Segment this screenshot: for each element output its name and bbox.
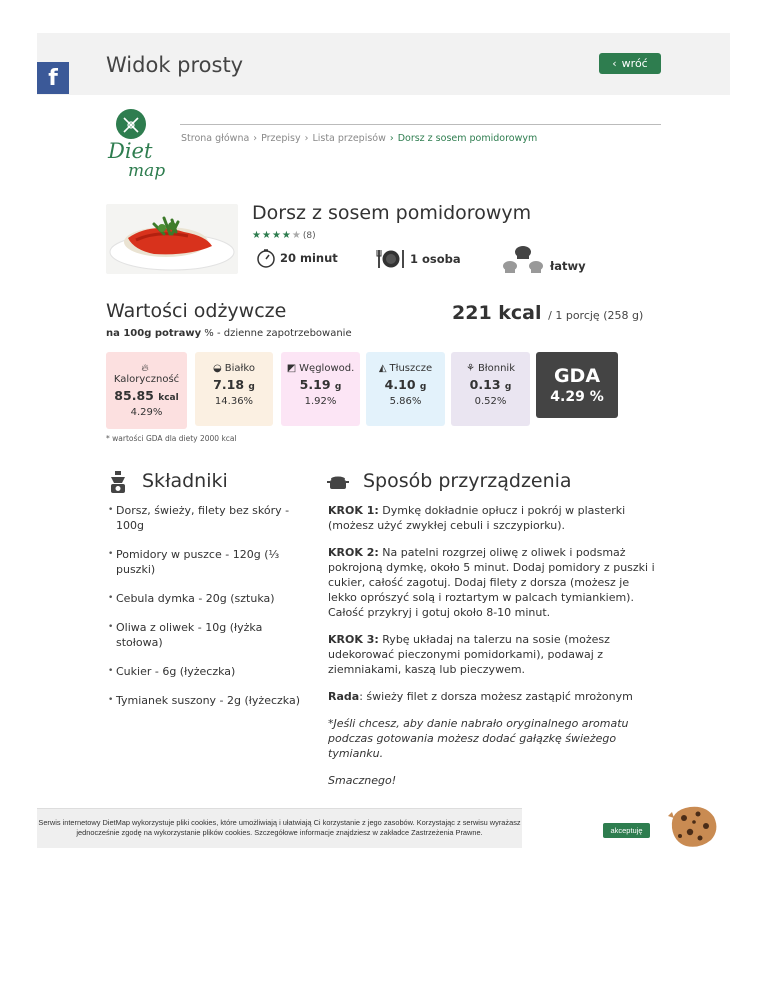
tile-value: 85.85 bbox=[114, 388, 154, 403]
star-empty-icon: ★ bbox=[291, 230, 301, 241]
tile-value: 4.10 bbox=[384, 377, 416, 392]
wheat-icon: ⚘ bbox=[465, 363, 475, 374]
total-kcal-value: 221 kcal bbox=[452, 302, 542, 324]
chef-hats-icon bbox=[500, 244, 546, 276]
star-filled-icon: ★ bbox=[271, 230, 281, 241]
gda-note: * wartości GDA dla diety 2000 kcal bbox=[106, 434, 237, 443]
ingredient-list bbox=[108, 503, 308, 722]
flame-icon: 🔥︎ bbox=[141, 363, 149, 374]
tile-protein bbox=[195, 352, 273, 426]
sugar-cube-icon: ◩ bbox=[286, 363, 297, 374]
gda-unit: % bbox=[589, 389, 604, 405]
per-100g-label: na 100g potrawy bbox=[106, 328, 202, 339]
star-filled-icon: ★ bbox=[261, 230, 271, 241]
tile-value: 5.19 bbox=[299, 377, 331, 392]
page-title: Widok prosty bbox=[106, 53, 244, 77]
logo-text-diet: Diet bbox=[108, 139, 153, 163]
breadcrumb-separator-icon: › bbox=[304, 133, 309, 144]
step-2 bbox=[328, 545, 660, 620]
total-kcal bbox=[452, 302, 643, 324]
breadcrumb-recipe-list[interactable]: Lista przepisów bbox=[312, 133, 386, 144]
tile-label: Kaloryczność bbox=[113, 374, 180, 385]
ingredient-item: • Cukier - 6g (łyżeczka) bbox=[108, 664, 308, 679]
ingredient-item: • Cebula dymka - 20g (sztuka) bbox=[108, 591, 308, 606]
daily-need-label: % - dzienne zapotrzebowanie bbox=[201, 328, 352, 339]
ingredient-item: • Oliwa z oliwek - 10g (łyżka stołowa) bbox=[108, 620, 308, 650]
breadcrumb-separator-icon: › bbox=[389, 133, 394, 144]
top-bar bbox=[37, 33, 730, 95]
nutrition-title: Wartości odżywcze bbox=[106, 300, 287, 322]
tip-text: : świeży filet z dorsza możesz zastąpić mrożonym bbox=[359, 690, 633, 703]
dish-photo bbox=[106, 204, 238, 274]
rating[interactable] bbox=[252, 230, 316, 241]
bowl-icon: ◒ bbox=[213, 363, 222, 374]
back-button[interactable] bbox=[599, 53, 661, 74]
back-button-label: wróć bbox=[621, 57, 648, 70]
nutrition-subtitle bbox=[106, 328, 352, 339]
breadcrumb-home[interactable]: Strona główna bbox=[181, 133, 250, 144]
chevron-left-icon: ‹ bbox=[612, 57, 617, 70]
difficulty-value: łatwy bbox=[550, 259, 586, 273]
tip bbox=[328, 689, 660, 704]
breadcrumb-current: Dorsz z sosem pomidorowym bbox=[397, 133, 538, 144]
tile-label: Tłuszcze bbox=[389, 363, 433, 374]
ingredient-item: • Tymianek suszony - 2g (łyżeczka) bbox=[108, 693, 308, 708]
difficulty bbox=[500, 244, 586, 276]
facebook-icon[interactable]: f bbox=[37, 62, 69, 94]
tile-gda bbox=[536, 352, 618, 418]
tile-value: 7.18 bbox=[213, 377, 245, 392]
tile-unit: g bbox=[419, 382, 427, 392]
tile-value: 0.13 bbox=[469, 377, 501, 392]
servings-value: 1 osoba bbox=[410, 252, 461, 266]
header-divider bbox=[180, 124, 661, 125]
tile-percent: 5.86% bbox=[389, 396, 422, 407]
tip-label: Rada bbox=[328, 690, 360, 703]
ingredient-item: • Dorsz, świeży, filety bez skóry - 100g bbox=[108, 503, 308, 533]
pot-icon bbox=[327, 474, 349, 490]
gda-label: GDA bbox=[553, 365, 601, 387]
star-filled-icon: ★ bbox=[252, 230, 261, 241]
tile-calories bbox=[106, 352, 187, 429]
tile-percent: 4.29% bbox=[130, 407, 163, 418]
servings bbox=[376, 248, 461, 270]
tile-percent: 1.92% bbox=[304, 396, 337, 407]
ingredients-title: Składniki bbox=[142, 470, 228, 492]
tile-label: Białko bbox=[224, 363, 255, 374]
breadcrumb bbox=[181, 133, 537, 144]
step-label: KROK 2: bbox=[328, 546, 379, 559]
tile-unit: g bbox=[248, 382, 255, 392]
breadcrumb-separator-icon: › bbox=[253, 133, 258, 144]
tile-label: Węglowod. bbox=[299, 363, 355, 374]
step-text: Rybę układaj na talerzu na sosie (możesz udekorować pieczonymi pomidorkami), podawaj z ziemniakami, kaszą lub pieczywem. bbox=[328, 633, 610, 676]
step-text: Dymkę dokładnie opłucz i pokrój w plasterki (możesz użyć zwykłej cebuli i szczypiorku). bbox=[328, 504, 626, 532]
prep-time-value: 20 minut bbox=[280, 251, 338, 265]
timer-icon bbox=[256, 248, 276, 268]
breadcrumb-recipes[interactable]: Przepisy bbox=[261, 133, 301, 144]
rating-count: (8) bbox=[302, 230, 316, 241]
tile-fat bbox=[366, 352, 445, 426]
tile-unit: g bbox=[334, 382, 342, 392]
kcal-per-portion: / 1 porcję (258 g) bbox=[548, 309, 644, 322]
tile-percent: 0.52% bbox=[474, 396, 507, 407]
step-label: KROK 1: bbox=[328, 504, 379, 517]
dietmap-logo[interactable] bbox=[104, 108, 174, 182]
tile-fiber bbox=[451, 352, 530, 426]
tile-carbs bbox=[281, 352, 360, 426]
plate-cutlery-icon bbox=[376, 248, 406, 270]
tile-label: Błonnik bbox=[477, 363, 516, 374]
closing-text: Smacznego! bbox=[328, 774, 397, 787]
aroma-note: *Jeśli chcesz, aby danie nabrało oryginalnego aromatu podczas gotowania możesz dodać gałązkę świeżego tymianku. bbox=[328, 717, 629, 760]
cookie-icon bbox=[666, 802, 721, 850]
cookie-text: Serwis internetowy DietMap wykorzystuje pliki cookies, które umożliwiają i ułatwiają Ci korzystanie z jego zasobów. Korzystając z serwisu wyrażasz jednocześnie zgodę na wykorzystanie plików cookies. Szczegółowe informacje znajdziesz w zakładce Zastrzeżenia Prawne. bbox=[38, 818, 521, 837]
preparation-steps bbox=[328, 503, 660, 800]
gda-value: 4.29 bbox=[550, 389, 585, 405]
step-1 bbox=[328, 503, 660, 533]
tile-percent: 14.36% bbox=[214, 396, 254, 407]
step-label: KROK 3: bbox=[328, 633, 379, 646]
preparation-title: Sposób przyrządzenia bbox=[363, 470, 572, 492]
ingredient-item: • Pomidory w puszce - 120g (⅓ puszki) bbox=[108, 547, 308, 577]
step-3 bbox=[328, 632, 660, 677]
star-filled-icon: ★ bbox=[281, 230, 291, 241]
step-text: Na patelni rozgrzej oliwę z oliwek i podsmaż pokrojoną dymkę, około 5 minut. Dodaj pomidory z puszki i cukier, całość zagotuj. Dodaj filety z dorsza (możesz je lekko oprószyć solą i roztartym w palcach tymiankiem). Całość przykryj i gotuj około 8-10 minut. bbox=[328, 546, 655, 619]
cookie-banner bbox=[37, 808, 522, 848]
tile-unit: g bbox=[504, 382, 512, 392]
cheese-icon: ◭ bbox=[378, 363, 387, 374]
logo-text-map: map bbox=[128, 161, 166, 181]
recipe-title: Dorsz z sosem pomidorowym bbox=[252, 202, 532, 224]
tile-unit: kcal bbox=[158, 393, 179, 403]
prep-time bbox=[256, 248, 338, 268]
accept-cookies-button[interactable]: akceptuję bbox=[603, 823, 650, 838]
grinder-icon bbox=[108, 471, 128, 493]
